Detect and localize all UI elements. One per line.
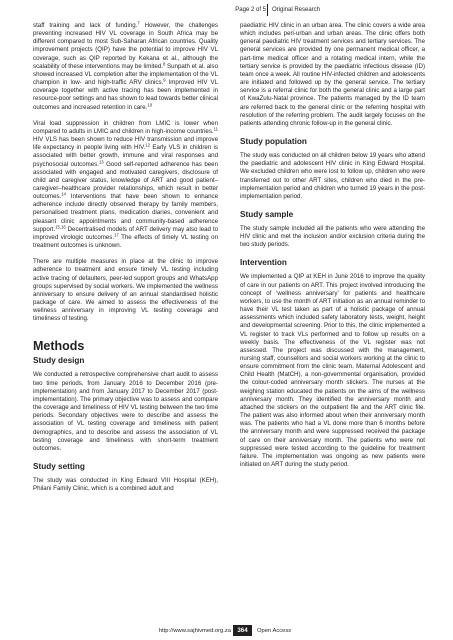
text-run: The effects of timely VL testing on treatment outcomes is unknown. (33, 233, 218, 250)
text-run: Viral load suppression in children from LMIC is lower when compared to adults in LMIC and children in high-income countries. (33, 119, 218, 135)
citation-ref: 15,16 (55, 224, 66, 230)
paragraph: The study was conducted on all children below 19 years who attend the paediatric and adolescent HIV clinic in King Edward Hospital. We excluded children who were lost to follow up, children who were transferred out to other ART sites, children who died in the pre-implementation period and children who turned 19 years in the post-implementation period. (240, 152, 426, 200)
citation-ref: 17 (114, 232, 119, 238)
subsection-heading-study-sample: Study sample (240, 209, 294, 219)
subsection-heading-study-population: Study population (240, 137, 307, 147)
paragraph: The study was conducted in King Edward VIII Hospital (KEH), Philani Family Clinic, which is a combined adult and (33, 477, 218, 493)
citation-ref: 12 (145, 142, 151, 148)
text-run: Good self-reported adherence has been associated with engaged and motivated caregivers, disclosure of child and caregiver status, knowledge of ART and good patient–caregiver–healthcare provider relationships, which result in better outcomes. (33, 160, 218, 201)
paragraph: paediatric HIV clinic in an urban area. The clinic covers a wide area which includes peri-urban and urban areas. The clinic offers both general paediatric HIV treatment services and tertiary services. The general services are provided by one permanent medical officer, a part-time medical officer and a rotating medical intern, while the tertiary service is provided by the paediatric infectious disease (ID) team once a week. All routine HIV-infected children and adolescents are initiated and followed up by the general service. The tertiary service is a referral clinic for both the general clinic and a large part of KwaZulu-Natal province. The patients managed by the ID team are referred back to the general clinic or the referring hospital with resolution of the referring problem. The audit largely focuses on the patients attending chronic follow-up in the general clinic. (240, 22, 426, 127)
text-run: Interventions that have been shown to enhance adherence include directly observed therapy by family members, personalised treatment plans, medication diaries, convenient and pleasant clinic appointments and community-based adherence support. (33, 193, 218, 233)
text-run: Early VLS in children is associated with better growth, immune and viral responses and psychosocial outcomes. (33, 144, 218, 168)
citation-ref: 9 (163, 77, 166, 83)
header-divider (267, 4, 268, 16)
journal-url-link[interactable]: http://www.sajhivmed.org.za (158, 628, 231, 634)
page-footer (0, 624, 453, 638)
paragraph (33, 120, 218, 251)
text-run: However, the challenges preventing increased HIV VL coverage in South Africa may be different compared to most Sub-Saharan African countries. Quality improvement projects (QIP) have the potential to improve HIV VL coverage, such as QIP reported by Kekana et al., although the scalability of these interventions may be limited. (33, 22, 218, 70)
page-number-badge: 364 (233, 625, 252, 636)
paragraph: There are multiple measures in place at the clinic to improve adherence to treatment and ensure timely VL testing including active tracing of defaulters, peer-led support groups and WhatsApp groups supervised by social workers. We implemented the wellness anniversary to ensure delivery of an annual standardised holistic package of care. We aimed to assess the effectiveness of the wellness anniversary in improving VL testing coverage and timeliness of testing. (33, 258, 218, 323)
text-run: Decentralised models of ART delivery may also lead to improved virologic outcomes. (33, 225, 218, 241)
citation-ref: 11 (213, 126, 218, 132)
text-run: staff training and lack of funding. (33, 22, 138, 29)
page-indicator: Page 2 of 5 (235, 7, 266, 13)
text-run: Improved HIV VL coverage together with active tracing has been implemented in resource-poor settings and has shown to lead towards better clinical outcomes and increased retention in care. (33, 79, 219, 111)
citation-ref: 13 (98, 159, 104, 165)
right-column (240, 22, 425, 469)
citation-ref: 14 (61, 191, 67, 197)
paragraph: We conducted a retrospective comprehensive chart audit to assess two time periods, from January 2016 to December 2016 (pre-implementation) and from January 2017 to December 2017 (post-implementation). The primary objective was to assess and compare the coverage and timeliness of HIV VL testing between the two time periods. Secondary objectives were to describe and assess the association of VL testing coverage and timeliness with patient demographics, and to describe and assess the association of VL testing coverage and timeliness with short-term treatment outcomes. (33, 371, 218, 452)
open-access-label: Open Access (257, 628, 292, 634)
page-header (0, 3, 453, 17)
text-run: Sunpath et al. also showed increased VL completion after the implementation of the VL champion in low- and high-traffic ARV clinics. (33, 62, 219, 87)
paragraph: The study sample included all the patients who were attending the HIV clinic and met the inclusion and/or exclusion criteria during the two study periods. (240, 224, 425, 249)
subsection-heading-study-setting: Study setting (33, 462, 85, 472)
left-column (33, 22, 218, 493)
paragraph (33, 22, 218, 112)
subsection-heading-study-design: Study design (33, 356, 85, 366)
paragraph: We implemented a QIP at KEH in June 2016 to improve the quality of care in our patients on ART. This project involved introducing the concept of ‘wellness anniversary’ for patients and healthcare workers, to use the month of ART initiation as an annual reminder to have their VL test taken as part of a holistic package of annual assessments which included safety laboratory tests, weight, height and developmental screening. Prior to this, the clinic implemented a VL register to track VLs performed and to follow up results on a weekly basis. The effectiveness of the VL register was not assessed. The project was discussed with the management, nursing staff, counsellors and social workers working at the clinic to ensure commitment from the clinic team. Maternal Adolescent and Child Health (MatCH), a non-governmental organisation, provided the colour-coded anniversary month stickers. The nurses at the weighing station educated the patients on the aims of the wellness anniversary month. They identified the anniversary month and attached the stickers on the outpatient file and the ART clinic file. The patient was also informed about when their anniversary month was. The patients who had a VL done more than 6 months before the anniversary month and were suppressed received the package of care on their anniversary month. The patients who were not suppressed were tested according to the guideline for treatment failure. The implementation was ongoing as new patients were initiated on ART during the study period. (240, 273, 425, 469)
citation-ref: 10 (147, 102, 153, 108)
subsection-heading-intervention: Intervention (240, 258, 287, 268)
article-type-label: Original Research (272, 7, 321, 13)
citation-ref: 8 (162, 61, 166, 67)
section-heading-methods: Methods (33, 339, 85, 354)
citation-ref: 7 (137, 20, 140, 26)
text-run: HIV VLS has been shown to reduce HIV transmission and improve life expectancy in people living with HIV. (33, 136, 218, 152)
